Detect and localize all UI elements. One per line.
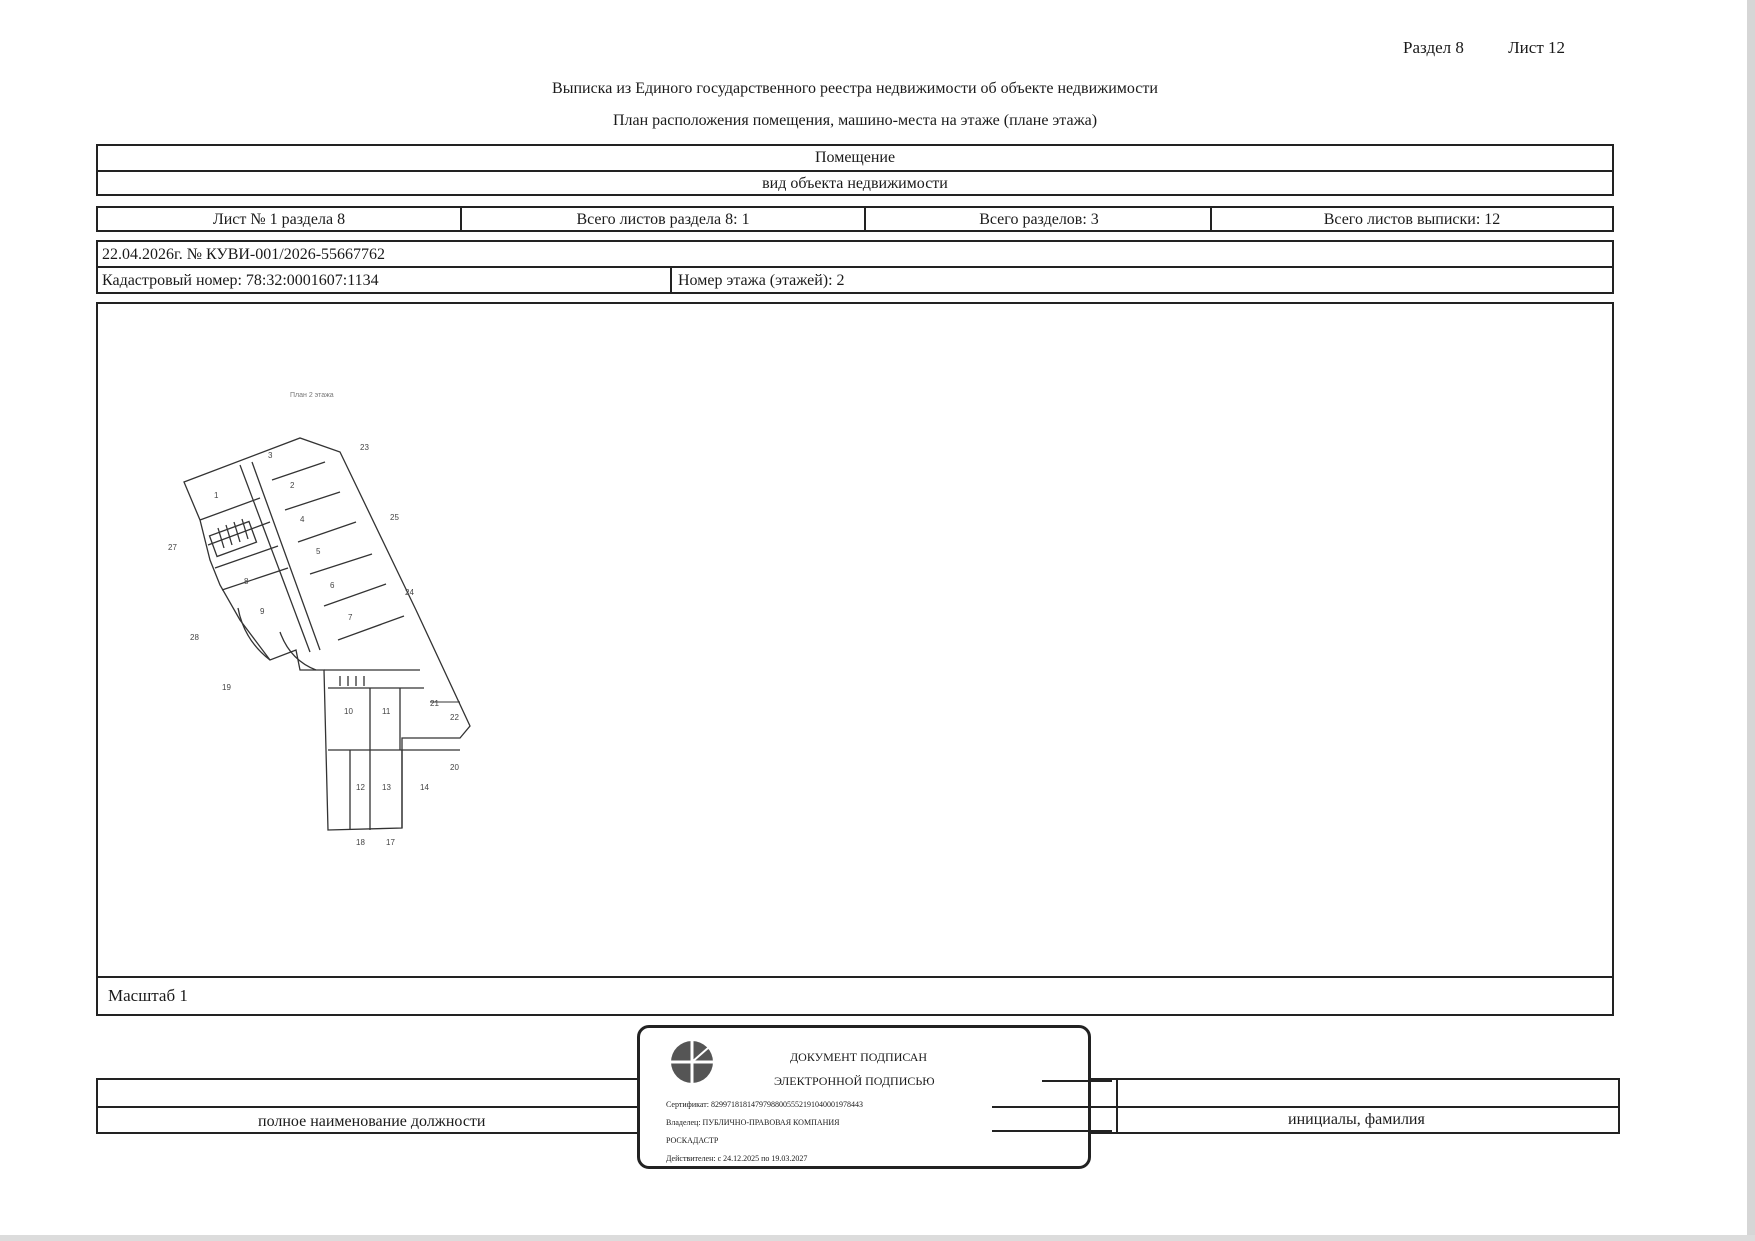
svg-text:3: 3 xyxy=(268,451,273,460)
object-kind-label: вид объекта недвижимости xyxy=(762,175,948,192)
date-number: 22.04.2026г. № КУВИ-001/2026-55667762 xyxy=(102,246,386,263)
page-header xyxy=(1363,38,1565,58)
sheet-label: Лист 12 xyxy=(1508,38,1565,57)
stamp-line2: ЭЛЕКТРОННОЙ ПОДПИСЬЮ xyxy=(774,1074,935,1088)
object-name: Помещение xyxy=(814,149,896,166)
svg-text:24: 24 xyxy=(405,588,414,597)
document-title: Выписка из Единого государственного реестра недвижимости об объекте недвижимости xyxy=(552,80,1158,97)
svg-text:12: 12 xyxy=(356,783,365,792)
initials-label: инициалы, фамилия xyxy=(1288,1111,1425,1128)
svg-text:28: 28 xyxy=(190,633,199,642)
svg-text:20: 20 xyxy=(450,763,459,772)
rosreestr-logo-icon xyxy=(668,1038,716,1086)
stamp-owner2: РОСКАДАСТР xyxy=(666,1136,719,1145)
stamp-connector-line xyxy=(1042,1080,1112,1082)
page-edge-shadow xyxy=(1747,0,1755,1241)
svg-text:19: 19 xyxy=(222,683,231,692)
svg-text:1: 1 xyxy=(214,491,219,500)
svg-text:23: 23 xyxy=(360,443,369,452)
total-section-sheets: Всего листов раздела 8: 1 xyxy=(576,211,750,228)
electronic-signature-stamp xyxy=(637,1025,1091,1169)
stamp-connector-line xyxy=(992,1130,1112,1132)
svg-text:6: 6 xyxy=(330,581,335,590)
stamp-valid: Действителен: с 24.12.2025 по 19.03.2027 xyxy=(666,1154,808,1163)
svg-text:10: 10 xyxy=(344,707,353,716)
svg-text:4: 4 xyxy=(300,515,305,524)
cadastral-number: Кадастровый номер: 78:32:0001607:1134 xyxy=(102,272,379,289)
svg-text:2: 2 xyxy=(290,481,295,490)
floor-number: Номер этажа (этажей): 2 xyxy=(678,272,845,289)
svg-text:8: 8 xyxy=(244,577,249,586)
section-label: Раздел 8 xyxy=(1403,38,1464,57)
svg-text:22: 22 xyxy=(450,713,459,722)
position-label: полное наименование должности xyxy=(258,1113,486,1130)
stamp-certificate: Сертификат: 8299718181479798800555219104000197844З xyxy=(666,1100,863,1109)
sheet-number: Лист № 1 раздела 8 xyxy=(212,211,346,228)
sheets-table xyxy=(96,206,1614,232)
svg-text:13: 13 xyxy=(382,783,391,792)
total-extract-sheets: Всего листов выписки: 12 xyxy=(1323,211,1501,228)
object-type-table xyxy=(96,144,1614,196)
plan-caption: План 2 этажа xyxy=(290,392,334,399)
svg-text:17: 17 xyxy=(386,838,395,847)
stamp-line1: ДОКУМЕНТ ПОДПИСАН xyxy=(790,1050,928,1064)
svg-text:7: 7 xyxy=(348,613,353,622)
total-sections: Всего разделов: 3 xyxy=(979,211,1099,228)
info-table xyxy=(96,240,1614,294)
svg-text:9: 9 xyxy=(260,607,265,616)
scale-label: Масштаб 1 xyxy=(108,986,188,1005)
svg-text:27: 27 xyxy=(168,543,177,552)
svg-text:18: 18 xyxy=(356,838,365,847)
document-subtitle: План расположения помещения, машино-места на этаже (плане этажа) xyxy=(612,112,1098,129)
floor-plan-drawing xyxy=(160,370,520,860)
stamp-owner: Владелец: ПУБЛИЧНО-ПРАВОВАЯ КОМПАНИЯ xyxy=(666,1118,840,1127)
svg-text:21: 21 xyxy=(430,699,439,708)
page-edge-shadow-bottom xyxy=(0,1235,1755,1241)
svg-text:11: 11 xyxy=(382,707,391,716)
svg-text:14: 14 xyxy=(420,783,429,792)
svg-text:25: 25 xyxy=(390,513,399,522)
svg-text:5: 5 xyxy=(316,547,321,556)
stamp-connector-line xyxy=(992,1106,1112,1108)
